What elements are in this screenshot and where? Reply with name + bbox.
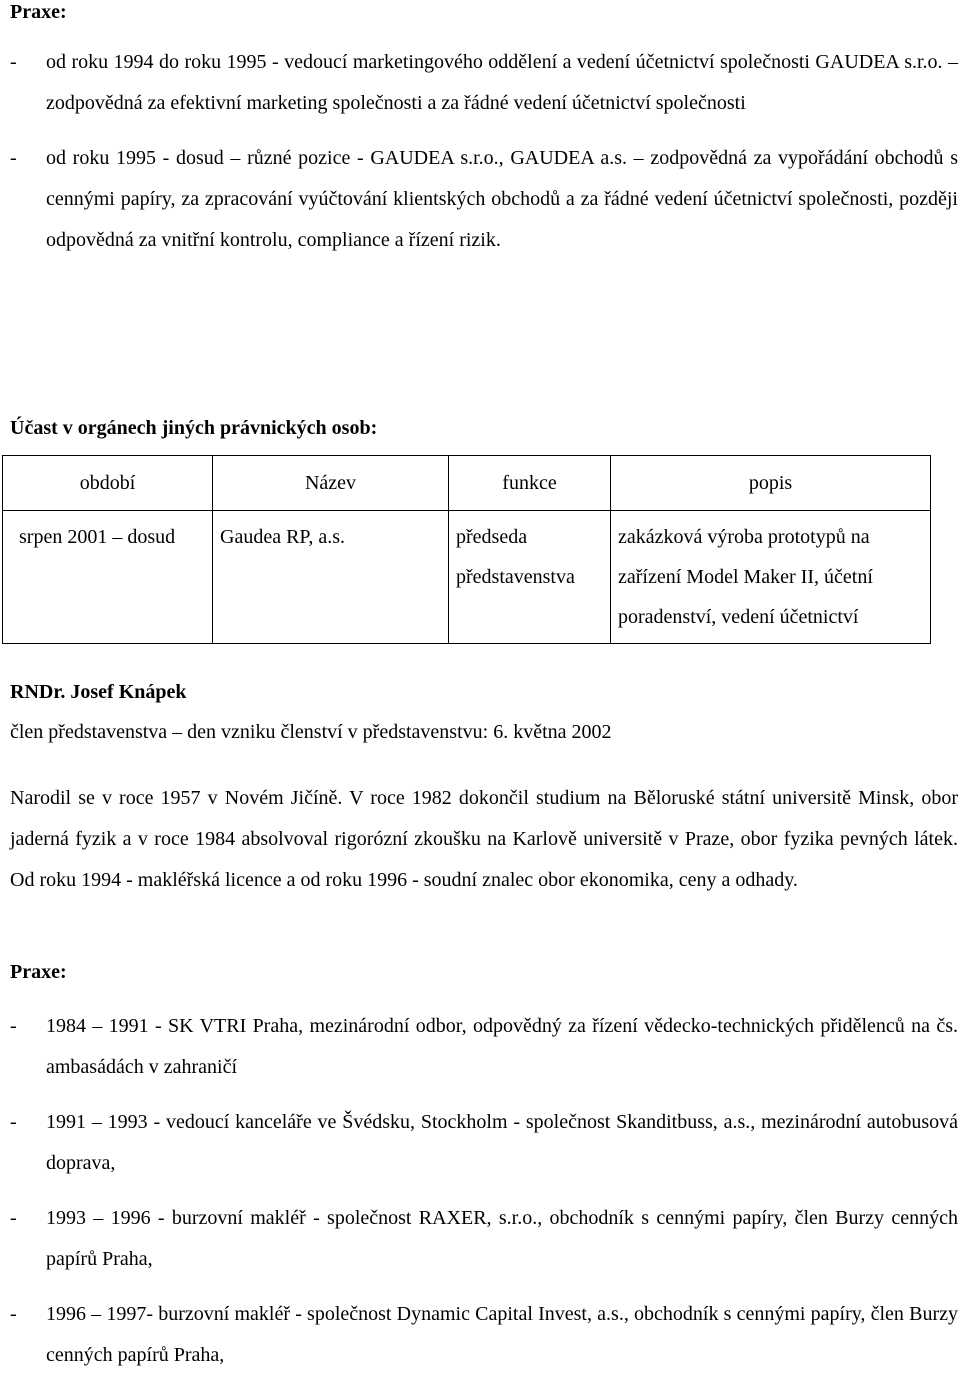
cell-description: zakázková výroba prototypů na zařízení Model Maker II, účetní poradenství, vedení účetnictví xyxy=(611,511,931,644)
praxe-item-text: 1984 – 1991 - SK VTRI Praha, mezinárodní odbor, odpovědný za řízení vědecko-technických přidělenců na čs. ambasádách v zahraničí xyxy=(46,1015,958,1078)
praxe-item xyxy=(10,1294,958,1376)
table-row xyxy=(3,511,931,644)
praxe-list-1 xyxy=(10,42,958,261)
col-header-function: funkce xyxy=(449,456,611,511)
praxe-item xyxy=(10,1006,958,1088)
praxe-item xyxy=(10,1102,958,1184)
list-dash: - xyxy=(10,1015,17,1037)
cell-period: srpen 2001 – dosud xyxy=(3,511,213,644)
list-dash: - xyxy=(10,1207,17,1229)
person-name: RNDr. Josef Knápek xyxy=(10,681,187,703)
praxe-item-text: 1991 – 1993 - vedoucí kanceláře ve Švédsku, Stockholm - společnost Skanditbuss, a.s., mezinárodní autobusová doprava, xyxy=(46,1111,958,1174)
cell-name: Gaudea RP, a.s. xyxy=(213,511,449,644)
praxe-item xyxy=(10,42,958,124)
col-header-description: popis xyxy=(611,456,931,511)
praxe-heading-2: Praxe: xyxy=(10,961,67,983)
praxe-item xyxy=(10,138,958,261)
list-dash: - xyxy=(10,1111,17,1133)
praxe-heading-1: Praxe: xyxy=(10,1,67,23)
person-bio: Narodil se v roce 1957 v Novém Jičíně. V roce 1982 dokončil studium na Běloruské státní universitě Minsk, obor jaderná fyzik a v roce 1984 absolvoval rigorózní zkoušku na Karlově universitě v Praze, obor fyzika pevných látek. Od roku 1994 - makléřská licence a od roku 1996 - soudní znalec obor ekonomika, ceny a odhady. xyxy=(10,787,958,891)
praxe-item-text: od roku 1994 do roku 1995 - vedoucí marketingového oddělení a vedení účetnictví společnosti GAUDEA s.r.o. – zodpovědná za efektivní marketing společnosti a za řádné vedení účetnictví společnosti xyxy=(46,51,958,114)
cell-function: předseda představenstva xyxy=(449,511,611,644)
list-dash: - xyxy=(10,1303,17,1325)
participation-table xyxy=(2,455,931,644)
praxe-item-text: 1996 – 1997- burzovní makléř - společnost Dynamic Capital Invest, a.s., obchodník s cennými papíry, člen Burzy cenných papírů Praha, xyxy=(46,1303,958,1366)
person-membership: člen představenstva – den vzniku členství v představenstvu: 6. května 2002 xyxy=(10,721,612,743)
praxe-list-2 xyxy=(10,1006,958,1376)
praxe-item-text: 1993 – 1996 - burzovní makléř - společnost RAXER, s.r.o., obchodník s cennými papíry, člen Burzy cenných papírů Praha, xyxy=(46,1207,958,1270)
col-header-period: období xyxy=(3,456,213,511)
participation-heading: Účast v orgánech jiných právnických osob: xyxy=(10,417,378,439)
list-dash: - xyxy=(10,51,17,73)
list-dash: - xyxy=(10,147,17,169)
col-header-name: Název xyxy=(213,456,449,511)
praxe-item-text: od roku 1995 - dosud – různé pozice - GAUDEA s.r.o., GAUDEA a.s. – zodpovědná za vypořádání obchodů s cennými papíry, za zpracování vyúčtování klientských obchodů a za řádné vedení účetnictví společnosti, později odpovědná za vnitřní kontrolu, compliance a řízení rizik. xyxy=(46,147,958,251)
praxe-item xyxy=(10,1198,958,1280)
table-header-row xyxy=(3,456,931,511)
